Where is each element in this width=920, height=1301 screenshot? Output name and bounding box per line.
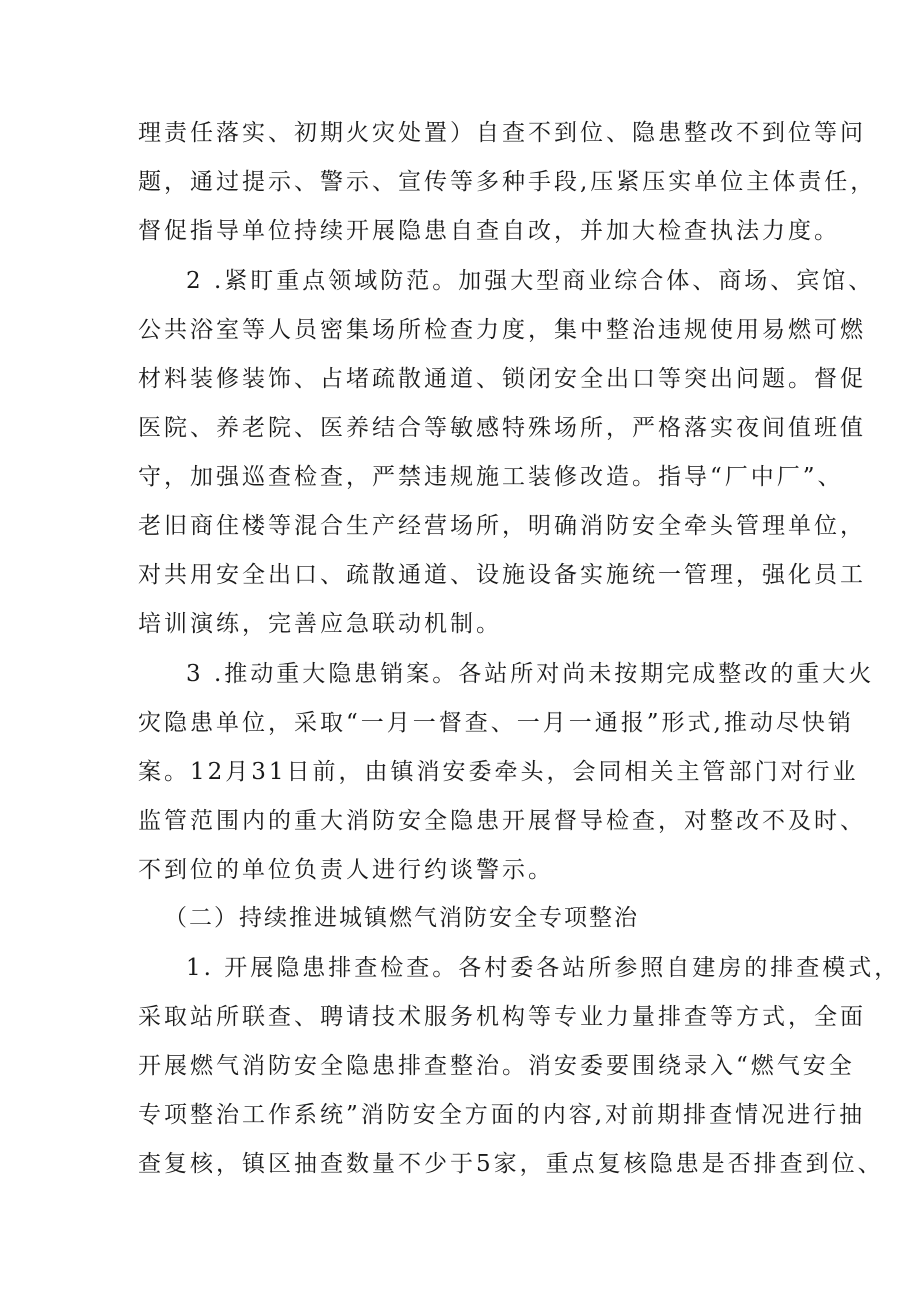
text-line: 采取站所联查、聘请技术服务机构等专业力量排查等方式，全面 bbox=[138, 1004, 866, 1030]
text-line: 专项整治工作系统”消防安全方面的内容,对前期排查情况进行抽 bbox=[138, 1102, 866, 1128]
text-line: 对共用安全出口、疏散通道、设施设备实施统一管理，强化员工 bbox=[138, 562, 866, 588]
paragraph-start-line: 1. 开展隐患排查检查。各村委各站所参照自建房的排查模式， bbox=[186, 955, 901, 981]
text-line: 不到位的单位负责人进行约谈警示。 bbox=[138, 857, 554, 883]
text-line: 培训演练，完善应急联动机制。 bbox=[138, 611, 502, 637]
text-line: 监管范围内的重大消防安全隐患开展督导检查，对整改不及时、 bbox=[138, 808, 866, 834]
text-line: 开展燃气消防安全隐患排查整治。消安委要围绕录入“燃气安全 bbox=[138, 1053, 855, 1079]
text-line: 案。12月31日前，由镇消安委牵头，会同相关主管部门对行业 bbox=[138, 759, 859, 785]
paragraph-start-line: 3 .推动重大隐患销案。各站所对尚未按期完成整改的重大火 bbox=[186, 661, 875, 687]
text-line: 题，通过提示、警示、宣传等多种手段,压紧压实单位主体责任， bbox=[138, 169, 877, 195]
text-line: 督促指导单位持续开展隐患自查自改，并加大检查执法力度。 bbox=[138, 218, 840, 244]
text-line: 理责任落实、初期火灾处置）自查不到位、隐患整改不到位等问 bbox=[138, 120, 866, 146]
text-line: 守，加强巡查检查，严禁违规施工装修改造。指导“厂中厂”、 bbox=[138, 464, 844, 490]
section-heading: （二）持续推进城镇燃气消防安全专项整治 bbox=[164, 905, 639, 931]
text-line: 材料装修装饰、占堵疏散通道、锁闭安全出口等突出问题。督促 bbox=[138, 366, 866, 392]
text-line: 灾隐患单位，采取“一月一督查、一月一通报”形式,推动尽快销 bbox=[138, 710, 854, 736]
paragraph-start-line: 2 .紧盯重点领域防范。加强大型商业综合体、商场、宾馆、 bbox=[186, 268, 875, 294]
text-line: 查复核，镇区抽查数量不少于5家，重点复核隐患是否排查到位、 bbox=[138, 1151, 884, 1177]
text-line: 老旧商住楼等混合生产经营场所，明确消防安全牵头管理单位， bbox=[138, 513, 866, 539]
text-line: 公共浴室等人员密集场所检查力度，集中整治违规使用易燃可燃 bbox=[138, 317, 866, 343]
text-line: 医院、养老院、医养结合等敏感特殊场所，严格落实夜间值班值 bbox=[138, 415, 866, 441]
